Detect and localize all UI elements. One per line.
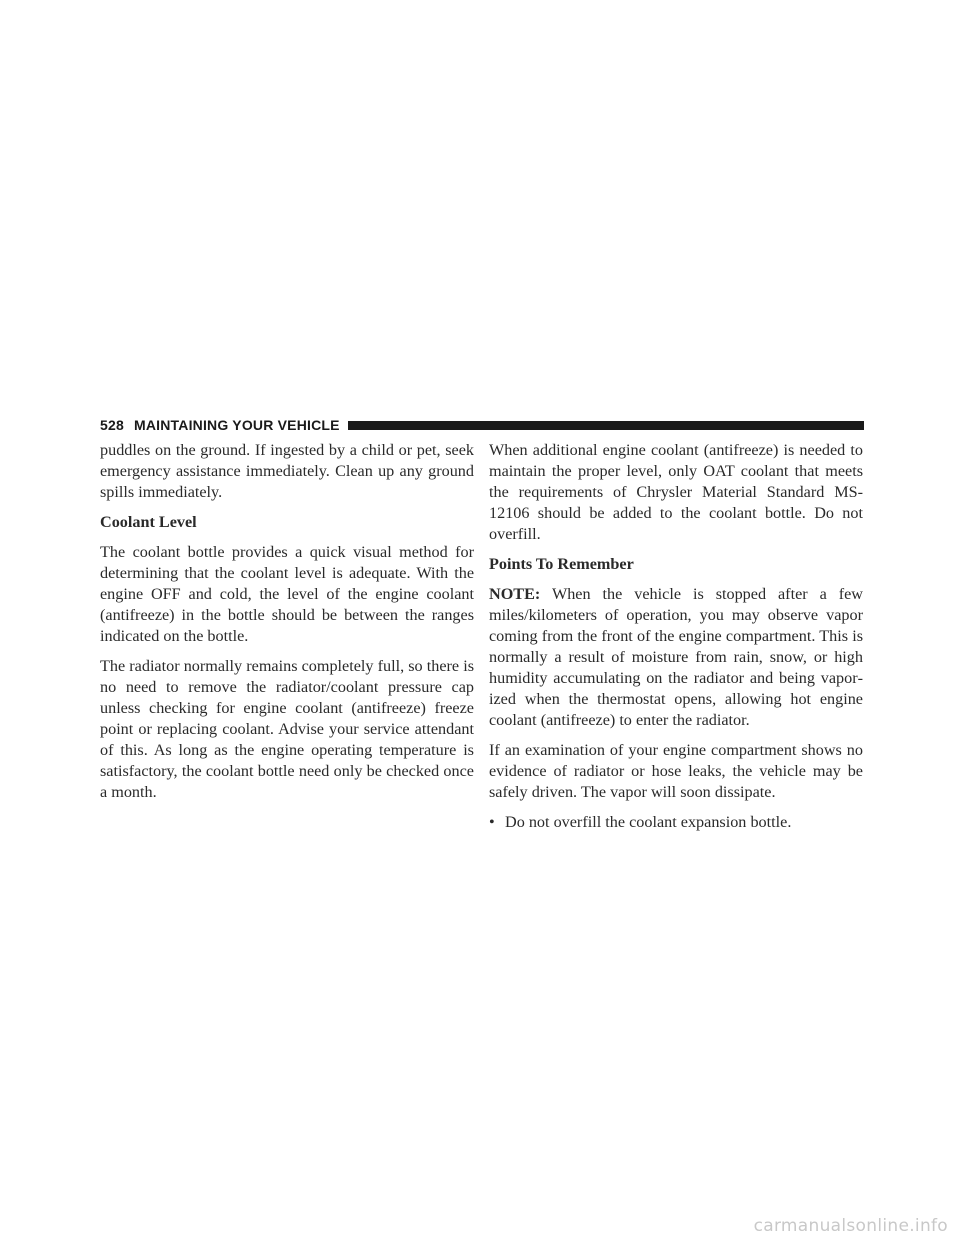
paragraph-radiator: The radiator normally remains completely full, so there is no need to remove the radiator/coolant pressure cap unless checking for engine coolant (antifreeze) freeze point or replacing coolant. Advise your service attendant of this. As long as the engine operating temperature is satisfactory, the coolant bottle need only be checked once a month. (100, 657, 474, 801)
bullet-item (489, 812, 863, 833)
right-column (489, 440, 863, 842)
section-title: MAINTAINING YOUR VEHICLE (133, 417, 340, 433)
paragraph-additional-coolant: When additional engine coolant (antifreeze) is needed to maintain the proper level, only OAT coolant that meets the requirements of Chrysler Material Standard MS-12106 should be added to the coolant bottle. Do not overfill. (489, 441, 863, 543)
paragraph-coolant-bottle: The coolant bottle provides a quick visual method for determining that the coolant level is adequate. With the engine OFF and cold, the level of the engine coolant (antifreeze) in the bottle should be between the ranges indicated on the bottle. (100, 543, 474, 645)
note-paragraph (489, 584, 863, 731)
header-rule (348, 421, 864, 430)
bullet-mark: • (489, 813, 495, 831)
left-column (100, 440, 474, 812)
note-text: When the vehicle is stopped after a few miles/kilometers of operation, you may observe vapor coming from the front of the engine compartment. This is normally a result of moisture from rain, snow, or high humidity accumulating on the radiator and being vaporized when the thermostat opens, allowing hot engine coolant (antifreeze) to enter the radiator. (489, 585, 863, 729)
bullet-text: Do not overfill the coolant expansion bottle. (505, 813, 792, 831)
page-header (100, 415, 864, 435)
paragraph-examination: If an examination of your engine compartment shows no evidence of radiator or hose leaks, the vehicle may be safely driven. The vapor will soon dissipate. (489, 741, 863, 801)
page-number: 528 (100, 417, 124, 433)
heading-points-to-remember: Points To Remember (489, 555, 634, 573)
note-label: NOTE: (489, 585, 541, 603)
paragraph-spills: puddles on the ground. If ingested by a child or pet, seek emergency assistance immediately. Clean up any ground spills immediately. (100, 441, 474, 501)
heading-coolant-level: Coolant Level (100, 513, 197, 531)
watermark: carmanualsonline.info (753, 1216, 948, 1236)
